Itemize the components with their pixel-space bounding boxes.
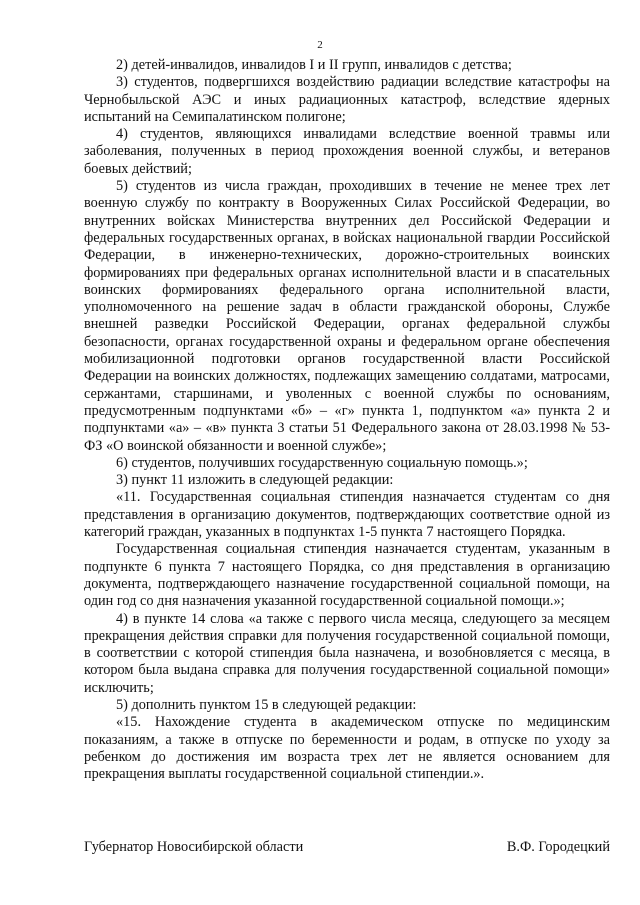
signatory-position: Губернатор Новосибирской области [84, 839, 304, 855]
paragraph-item-3: 3) студентов, подвергшихся воздействию радиации вследствие катастрофы на Чернобыльской АЭС и иных радиационных катастроф, вследствие ядерных испытаний на Семипалатинском полигоне; [84, 74, 610, 125]
paragraph-amend-point-14: 4) в пункте 14 слова «а также с первого числа месяца, следующего за месяцем прекращения действия справки для получения государственной социальной помощи, в соответствии с которой стипендия была назначена, и возобновляется с месяца, в котором была выдана справка для получения государственной социальной помощи» исключить; [84, 610, 610, 696]
paragraph-point-11-second: Государственная социальная стипендия назначается студентам, указанным в подпункте 6 пункта 7 настоящего Порядка, со дня представления в организацию документа, подтверждающего назначение государственной социальной помощи, на один год со дня назначения указанной государственной социальной помощи.»; [84, 541, 610, 610]
document-body [84, 57, 610, 783]
paragraph-point-11-text: «11. Государственная социальная стипендия назначается студентам со дня представления в организацию документов, подтверждающих соответствие одной из категорий граждан, указанных в подпунктах 1-5 пункта 7 настоящего Порядка. [84, 489, 610, 541]
paragraph-item-5: 5) студентов из числа граждан, проходивших в течение не менее трех лет военную службу по контракту в Вооруженных Силах Российской Федерации, во внутренних войсках Министерства внутренних дел Российской Федерации и федеральных государственных органах, в войсках национальной гвардии Российской Федерации, в инженерно-технических, дорожно-строительных воинских формированиях при федеральных органах исполнительной власти и в спасательных воинских формированиях федерального органа исполнительной власти, уполномоченного на решение задач в области гражданской обороны, Службе внешней разведки Российской Федерации, органах федеральной службы безопасности, органах государственной охраны и федеральном органе обеспечения мобилизационной подготовки органов государственной власти Российской Федерации на воинских должностях, подлежащих замещению солдатами, матросами, сержантами, старшинами, и уволенных с военной службы по основаниям, предусмотренным подпунктами «б» – «г» пункта 1, подпунктом «а» пункта 2 и подпунктами «а» – «в» пункта 3 статьи 51 Федерального закона от 28.03.1998 № 53-ФЗ «О воинской обязанности и военной службе»; [84, 178, 610, 454]
signature-block [84, 838, 610, 856]
paragraph-item-4: 4) студентов, являющихся инвалидами вследствие военной травмы или заболевания, полученных в период прохождения военной службы, и ветеранов боевых действий; [84, 126, 610, 177]
paragraph-point-15-text: «15. Нахождение студента в академическом отпуске по медицинским показаниям, а также в отпуске по беременности и родам, в отпуске по уходу за ребенком до достижения им возраста трех лет не является основанием для прекращения выплаты государственной социальной стипендии.». [84, 714, 610, 783]
signatory-name: В.Ф. Городецкий [506, 839, 610, 855]
paragraph-amend-point-11: 3) пункт 11 изложить в следующей редакции: [116, 472, 394, 489]
paragraph-item-6: 6) студентов, получивших государственную социальную помощь.»; [116, 454, 528, 471]
paragraph-amend-point-15: 5) дополнить пунктом 15 в следующей редакции: [116, 696, 417, 713]
page-number: 2 [317, 39, 323, 51]
paragraph-item-2: 2) детей-инвалидов, инвалидов I и II групп, инвалидов с детства; [116, 57, 512, 73]
